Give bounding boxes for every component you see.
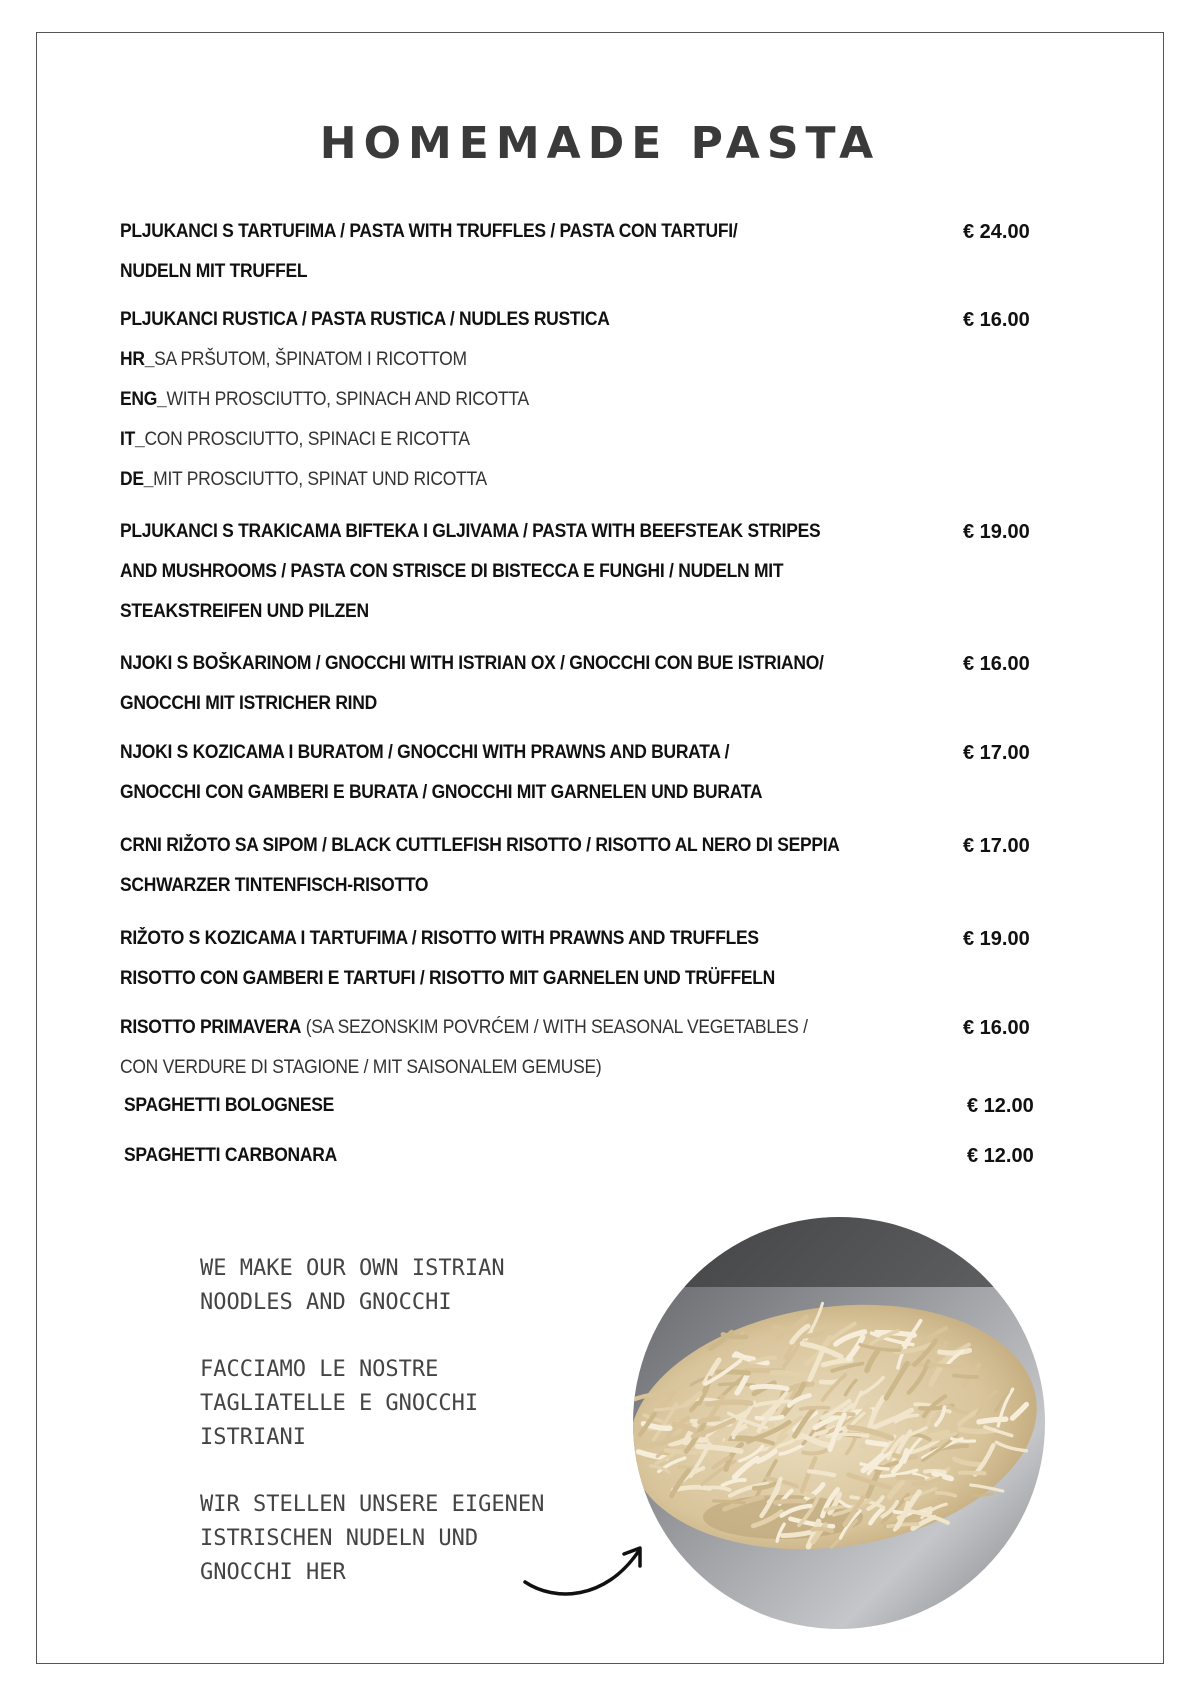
noodle-stroke	[708, 1402, 751, 1404]
menu-item-name: NJOKI S KOZICAMA I BURATOM / GNOCCHI WITH PRAWNS AND BURATA / GNOCCHI CON GAMBERI E BURATA / GNOCCHI MIT GARNELEN UND BURATA	[120, 742, 763, 803]
menu-item-price: € 12.00	[967, 1145, 1034, 1167]
menu-item	[120, 826, 1080, 906]
menu-item-name: PLJUKANCI RUSTICA / PASTA RUSTICA / NUDLES RUSTICA HR_SA PRŠUTOM, ŠPINATOM I RICOTTOM ENG_WITH PROSCIUTTO, SPINACH AND RICOTTA IT_CON PROSCIUTTO, SPINACI E RICOTTA DE_MIT PROSCIUTTO, SPINAT UND RICOTTA	[120, 300, 838, 500]
menu-item	[120, 733, 1080, 813]
menu-item-name: CRNI RIŽOTO SA SIPOM / BLACK CUTTLEFISH RISOTTO / RISOTTO AL NERO DI SEPPIA SCHWARZER TINTENFISCH-RISOTTO	[120, 835, 840, 896]
menu-item	[120, 300, 1080, 500]
menu-item	[120, 1008, 1080, 1088]
menu-item-name: PLJUKANCI S TARTUFIMA / PASTA WITH TRUFFLES / PASTA CON TARTUFI/ NUDELN MIT TRUFFEL	[120, 221, 738, 282]
noodle-stroke	[940, 1350, 970, 1353]
noodle-stroke	[723, 1334, 746, 1337]
menu-item-description: CON VERDURE DI STAGIONE / MIT SAISONALEM GEMUSE)	[120, 1057, 602, 1078]
note-italian: FACCIAMO LE NOSTRE TAGLIATELLE E GNOCCHI ISTRIANI	[200, 1357, 479, 1450]
menu-item-description: IT_CON PROSCIUTTO, SPINACI E RICOTTA	[120, 429, 470, 450]
noodle-stroke	[700, 1419, 719, 1422]
menu-item-name: RIŽOTO S KOZICAMA I TARTUFIMA / RISOTTO WITH PRAWNS AND TRUFFLES RISOTTO CON GAMBERI E TARTUFI / RISOTTO MIT GARNELEN UND TRÜFFELN	[120, 928, 776, 989]
menu-item	[124, 1136, 1084, 1176]
noodle-stroke	[776, 1501, 805, 1503]
noodle-stroke	[714, 1501, 745, 1503]
menu-item	[120, 212, 1080, 292]
menu-item-name: RISOTTO PRIMAVERA (SA SEZONSKIM POVRĆEM / WITH SEASONAL VEGETABLES / CON VERDURE DI STAGIONE / MIT SAISONALEM GEMUSE)	[120, 1008, 838, 1088]
noodles-image	[633, 1217, 1045, 1629]
menu-item-name: SPAGHETTI BOLOGNESE	[124, 1095, 335, 1116]
note-english: WE MAKE OUR OWN ISTRIAN NOODLES AND GNOCCHI	[200, 1256, 505, 1315]
menu-item	[120, 512, 1080, 632]
menu-item-price: € 16.00	[963, 309, 1030, 331]
menu-item-price: € 17.00	[963, 835, 1030, 857]
menu-item	[124, 1086, 1084, 1126]
menu-item-description: ENG_WITH PROSCIUTTO, SPINACH AND RICOTTA	[120, 389, 529, 410]
noodle-stroke	[979, 1419, 1006, 1422]
noodle-stroke	[898, 1477, 923, 1479]
noodle-stroke	[772, 1373, 799, 1375]
menu-item-description: DE_MIT PROSCIUTTO, SPINAT UND RICOTTA	[120, 469, 487, 490]
menu-item	[120, 644, 1080, 724]
menu-item-price: € 17.00	[963, 742, 1030, 764]
menu-item-price: € 24.00	[963, 221, 1030, 243]
noodle-stroke	[867, 1442, 886, 1445]
noodle-stroke	[719, 1384, 754, 1385]
menu-item-price: € 16.00	[963, 653, 1030, 675]
menu-item-name: NJOKI S BOŠKARINOM / GNOCCHI WITH ISTRIAN OX / GNOCCHI CON BUE ISTRIANO/ GNOCCHI MIT ISTRICHER RIND	[120, 653, 824, 714]
menu-item-description: (SA SEZONSKIM POVRĆEM / WITH SEASONAL VEGETABLES /	[301, 1017, 808, 1038]
noodle-stroke	[801, 1408, 829, 1410]
menu-item-name: PLJUKANCI S TRAKICAMA BIFTEKA I GLJIVAMA / PASTA WITH BEEFSTEAK STRIPES AND MUSHROOMS / PASTA CON STRISCE DI BISTECCA E FUNGHI / NUDELN MIT STEAKSTREIFEN UND PILZEN	[120, 521, 821, 622]
menu-item-price: € 19.00	[963, 928, 1030, 950]
menu-item-price: € 12.00	[967, 1095, 1034, 1117]
menu-item	[120, 919, 1080, 999]
noodle-stroke	[888, 1524, 918, 1526]
page-title: HOMEMADE PASTA	[319, 118, 881, 169]
pasta-photo	[633, 1217, 1045, 1629]
noodle-stroke	[812, 1529, 831, 1531]
noodle-stroke	[960, 1473, 985, 1474]
menu-item-description: HR_SA PRŠUTOM, ŠPINATOM I RICOTTOM	[120, 349, 467, 370]
menu-item-price: € 19.00	[963, 521, 1030, 543]
curved-arrow-icon	[520, 1530, 650, 1610]
noodle-stroke	[929, 1365, 961, 1366]
noodle-stroke	[954, 1376, 977, 1377]
menu-item-price: € 16.00	[963, 1017, 1030, 1039]
noodle-stroke	[752, 1386, 787, 1388]
menu-item-name: SPAGHETTI CARBONARA	[124, 1145, 337, 1166]
noodle-stroke	[969, 1494, 992, 1496]
note-german: WIR STELLEN UNSERE EIGENEN ISTRISCHEN NUDELN UND GNOCCHI HER	[200, 1492, 545, 1585]
